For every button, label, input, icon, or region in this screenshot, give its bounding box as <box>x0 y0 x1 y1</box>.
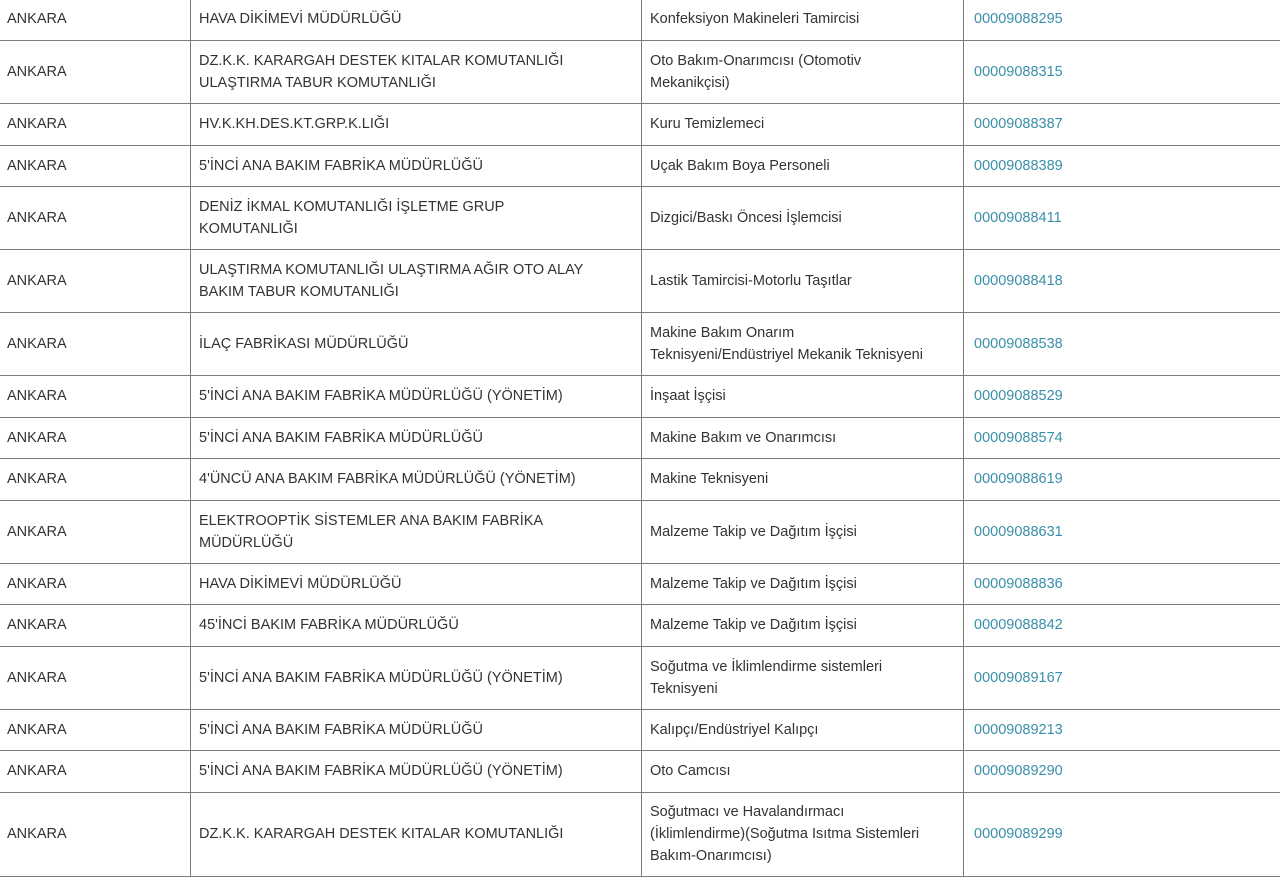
city-cell <box>0 376 191 418</box>
city-cell <box>0 459 191 501</box>
announcement-code-link-text[interactable]: 00009088842 <box>974 617 1063 633</box>
position-cell-line: Oto Camcısı <box>650 760 955 782</box>
position-cell-line: Makine Bakım Onarım <box>650 322 955 344</box>
position-cell-line: Oto Bakım-Onarımcısı (Otomotiv <box>650 50 955 72</box>
position-cell-line: Konfeksiyon Makineleri Tamircisi <box>650 8 955 30</box>
announcement-code-link-text[interactable]: 00009088315 <box>974 64 1063 80</box>
position-cell-line: Lastik Tamircisi-Motorlu Taşıtlar <box>650 270 955 292</box>
position-cell-line: Kalıpçı/Endüstriyel Kalıpçı <box>650 719 955 741</box>
unit-cell-line: ULAŞTIRMA TABUR KOMUTANLIĞI <box>199 72 633 94</box>
city-cell-text: ANKARA <box>7 11 67 27</box>
city-cell-text: ANKARA <box>7 273 67 289</box>
unit-cell-line: 5'İNCİ ANA BAKIM FABRİKA MÜDÜRLÜĞÜ <box>199 155 633 177</box>
table-row <box>0 500 1280 563</box>
city-cell-text: ANKARA <box>7 158 67 174</box>
table-row <box>0 605 1280 647</box>
position-cell <box>642 646 964 709</box>
position-cell <box>642 563 964 605</box>
unit-cell <box>191 145 642 187</box>
announcement-code-link-text[interactable]: 00009089167 <box>974 670 1063 686</box>
position-cell-line: Soğutmacı ve Havalandırmacı <box>650 801 955 823</box>
position-cell <box>642 0 964 41</box>
announcement-code-link-text[interactable]: 00009088387 <box>974 116 1063 132</box>
position-cell-line: (İklimlendirme)(Soğutma Isıtma Sistemleri <box>650 823 955 845</box>
city-cell <box>0 104 191 146</box>
announcement-code-link[interactable] <box>964 250 1280 313</box>
unit-cell-line: ULAŞTIRMA KOMUTANLIĞI ULAŞTIRMA AĞIR OTO ALAY <box>199 259 633 281</box>
position-cell-line: Malzeme Takip ve Dağıtım İşçisi <box>650 573 955 595</box>
table-row <box>0 459 1280 501</box>
unit-cell-line: KOMUTANLIĞI <box>199 218 633 240</box>
position-cell-line: Bakım-Onarımcısı) <box>650 845 955 867</box>
city-cell-text: ANKARA <box>7 64 67 80</box>
unit-cell-line: HV.K.KH.DES.KT.GRP.K.LIĞI <box>199 113 633 135</box>
unit-cell-line: DZ.K.K. KARARGAH DESTEK KITALAR KOMUTANLIĞI <box>199 823 633 845</box>
unit-cell <box>191 41 642 104</box>
city-cell <box>0 0 191 41</box>
announcement-code-link-text[interactable]: 00009088574 <box>974 430 1063 446</box>
position-cell-line: Teknisyeni/Endüstriyel Mekanik Teknisyeni <box>650 344 955 366</box>
table-row <box>0 563 1280 605</box>
announcement-code-link-text[interactable]: 00009088836 <box>974 576 1063 592</box>
unit-cell-line: ELEKTROOPTİK SİSTEMLER ANA BAKIM FABRİKA <box>199 510 633 532</box>
unit-cell-line: BAKIM TABUR KOMUTANLIĞI <box>199 281 633 303</box>
unit-cell <box>191 709 642 751</box>
city-cell <box>0 41 191 104</box>
announcement-code-link[interactable] <box>964 646 1280 709</box>
unit-cell-line: İLAÇ FABRİKASI MÜDÜRLÜĞÜ <box>199 333 633 355</box>
unit-cell-line: 5'İNCİ ANA BAKIM FABRİKA MÜDÜRLÜĞÜ (YÖNETİM) <box>199 385 633 407</box>
city-cell-text: ANKARA <box>7 336 67 352</box>
announcement-code-link[interactable] <box>964 709 1280 751</box>
table-row <box>0 376 1280 418</box>
table-row <box>0 41 1280 104</box>
city-cell <box>0 646 191 709</box>
announcement-code-link[interactable] <box>964 563 1280 605</box>
announcement-code-link-text[interactable]: 00009089213 <box>974 722 1063 738</box>
announcement-code-link-text[interactable]: 00009088538 <box>974 336 1063 352</box>
city-cell-text: ANKARA <box>7 116 67 132</box>
unit-cell <box>191 187 642 250</box>
announcement-code-link[interactable] <box>964 417 1280 459</box>
announcement-code-link[interactable] <box>964 459 1280 501</box>
announcement-code-link-text[interactable]: 00009088295 <box>974 11 1063 27</box>
table-row <box>0 145 1280 187</box>
unit-cell <box>191 417 642 459</box>
position-cell-line: Uçak Bakım Boya Personeli <box>650 155 955 177</box>
unit-cell-line: 4'ÜNCÜ ANA BAKIM FABRİKA MÜDÜRLÜĞÜ (YÖNETİM) <box>199 468 633 490</box>
unit-cell <box>191 104 642 146</box>
city-cell <box>0 250 191 313</box>
announcement-code-link[interactable] <box>964 187 1280 250</box>
position-cell <box>642 605 964 647</box>
position-cell-line: Malzeme Takip ve Dağıtım İşçisi <box>650 521 955 543</box>
position-cell <box>642 459 964 501</box>
position-cell <box>642 792 964 877</box>
announcement-code-link[interactable] <box>964 145 1280 187</box>
table-row <box>0 313 1280 376</box>
unit-cell <box>191 250 642 313</box>
announcement-code-link-text[interactable]: 00009088529 <box>974 388 1063 404</box>
city-cell-text: ANKARA <box>7 826 67 842</box>
position-cell <box>642 709 964 751</box>
announcement-code-link[interactable] <box>964 751 1280 793</box>
announcement-code-link-text[interactable]: 00009088411 <box>974 210 1062 226</box>
city-cell-text: ANKARA <box>7 763 67 779</box>
city-cell-text: ANKARA <box>7 617 67 633</box>
unit-cell <box>191 500 642 563</box>
unit-cell-line: HAVA DİKİMEVİ MÜDÜRLÜĞÜ <box>199 8 633 30</box>
table-row <box>0 187 1280 250</box>
announcement-code-link[interactable] <box>964 41 1280 104</box>
unit-cell <box>191 751 642 793</box>
position-cell-line: Teknisyeni <box>650 678 955 700</box>
position-cell-line: Soğutma ve İklimlendirme sistemleri <box>650 656 955 678</box>
table-row <box>0 417 1280 459</box>
table-row <box>0 792 1280 877</box>
announcement-code-link[interactable] <box>964 792 1280 877</box>
unit-cell <box>191 376 642 418</box>
announcement-code-link-text[interactable]: 00009088389 <box>974 158 1063 174</box>
table-row <box>0 0 1280 41</box>
table-row <box>0 751 1280 793</box>
position-cell <box>642 417 964 459</box>
position-cell <box>642 145 964 187</box>
city-cell-text: ANKARA <box>7 430 67 446</box>
city-cell-text: ANKARA <box>7 471 67 487</box>
position-cell <box>642 187 964 250</box>
position-cell-line: Malzeme Takip ve Dağıtım İşçisi <box>650 614 955 636</box>
table-row <box>0 250 1280 313</box>
position-cell-line: Dizgici/Baskı Öncesi İşlemcisi <box>650 207 955 229</box>
position-cell <box>642 313 964 376</box>
position-cell <box>642 500 964 563</box>
city-cell <box>0 500 191 563</box>
position-cell-line: Mekanikçisi) <box>650 72 955 94</box>
city-cell <box>0 563 191 605</box>
unit-cell <box>191 646 642 709</box>
city-cell-text: ANKARA <box>7 524 67 540</box>
city-cell-text: ANKARA <box>7 670 67 686</box>
position-cell <box>642 104 964 146</box>
position-cell-line: İnşaat İşçisi <box>650 385 955 407</box>
unit-cell-line: HAVA DİKİMEVİ MÜDÜRLÜĞÜ <box>199 573 633 595</box>
unit-cell <box>191 563 642 605</box>
city-cell <box>0 605 191 647</box>
position-cell <box>642 41 964 104</box>
city-cell-text: ANKARA <box>7 210 67 226</box>
position-cell-line: Makine Teknisyeni <box>650 468 955 490</box>
unit-cell <box>191 313 642 376</box>
city-cell <box>0 145 191 187</box>
announcement-code-link-text[interactable]: 00009088631 <box>974 524 1063 540</box>
announcement-code-link[interactable] <box>964 605 1280 647</box>
unit-cell-line: 5'İNCİ ANA BAKIM FABRİKA MÜDÜRLÜĞÜ (YÖNETİM) <box>199 760 633 782</box>
city-cell <box>0 417 191 459</box>
unit-cell-line: DZ.K.K. KARARGAH DESTEK KITALAR KOMUTANLIĞI <box>199 50 633 72</box>
unit-cell-line: 5'İNCİ ANA BAKIM FABRİKA MÜDÜRLÜĞÜ <box>199 427 633 449</box>
unit-cell <box>191 459 642 501</box>
position-cell <box>642 751 964 793</box>
unit-cell-line: DENİZ İKMAL KOMUTANLIĞI İŞLETME GRUP <box>199 196 633 218</box>
unit-cell <box>191 0 642 41</box>
unit-cell-line: 5'İNCİ ANA BAKIM FABRİKA MÜDÜRLÜĞÜ (YÖNETİM) <box>199 667 633 689</box>
city-cell <box>0 187 191 250</box>
table-row <box>0 709 1280 751</box>
city-cell <box>0 792 191 877</box>
unit-cell-line: 5'İNCİ ANA BAKIM FABRİKA MÜDÜRLÜĞÜ <box>199 719 633 741</box>
city-cell <box>0 751 191 793</box>
table-row <box>0 646 1280 709</box>
unit-cell-line: 45'İNCİ BAKIM FABRİKA MÜDÜRLÜĞÜ <box>199 614 633 636</box>
city-cell-text: ANKARA <box>7 388 67 404</box>
city-cell-text: ANKARA <box>7 576 67 592</box>
announcement-code-link[interactable] <box>964 313 1280 376</box>
announcement-code-link[interactable] <box>964 104 1280 146</box>
announcement-code-link[interactable] <box>964 376 1280 418</box>
position-cell <box>642 376 964 418</box>
unit-cell-line: MÜDÜRLÜĞÜ <box>199 532 633 554</box>
city-cell <box>0 709 191 751</box>
position-cell-line: Kuru Temizlemeci <box>650 113 955 135</box>
announcement-code-link-text[interactable]: 00009088619 <box>974 471 1063 487</box>
announcement-code-link-text[interactable]: 00009089290 <box>974 763 1063 779</box>
unit-cell <box>191 605 642 647</box>
position-cell <box>642 250 964 313</box>
city-cell-text: ANKARA <box>7 722 67 738</box>
table-row <box>0 104 1280 146</box>
announcement-code-link-text[interactable]: 00009089299 <box>974 826 1063 842</box>
city-cell <box>0 313 191 376</box>
announcement-code-link[interactable] <box>964 500 1280 563</box>
position-cell-line: Makine Bakım ve Onarımcısı <box>650 427 955 449</box>
announcement-code-link[interactable] <box>964 0 1280 41</box>
unit-cell <box>191 792 642 877</box>
announcement-code-link-text[interactable]: 00009088418 <box>974 273 1063 289</box>
